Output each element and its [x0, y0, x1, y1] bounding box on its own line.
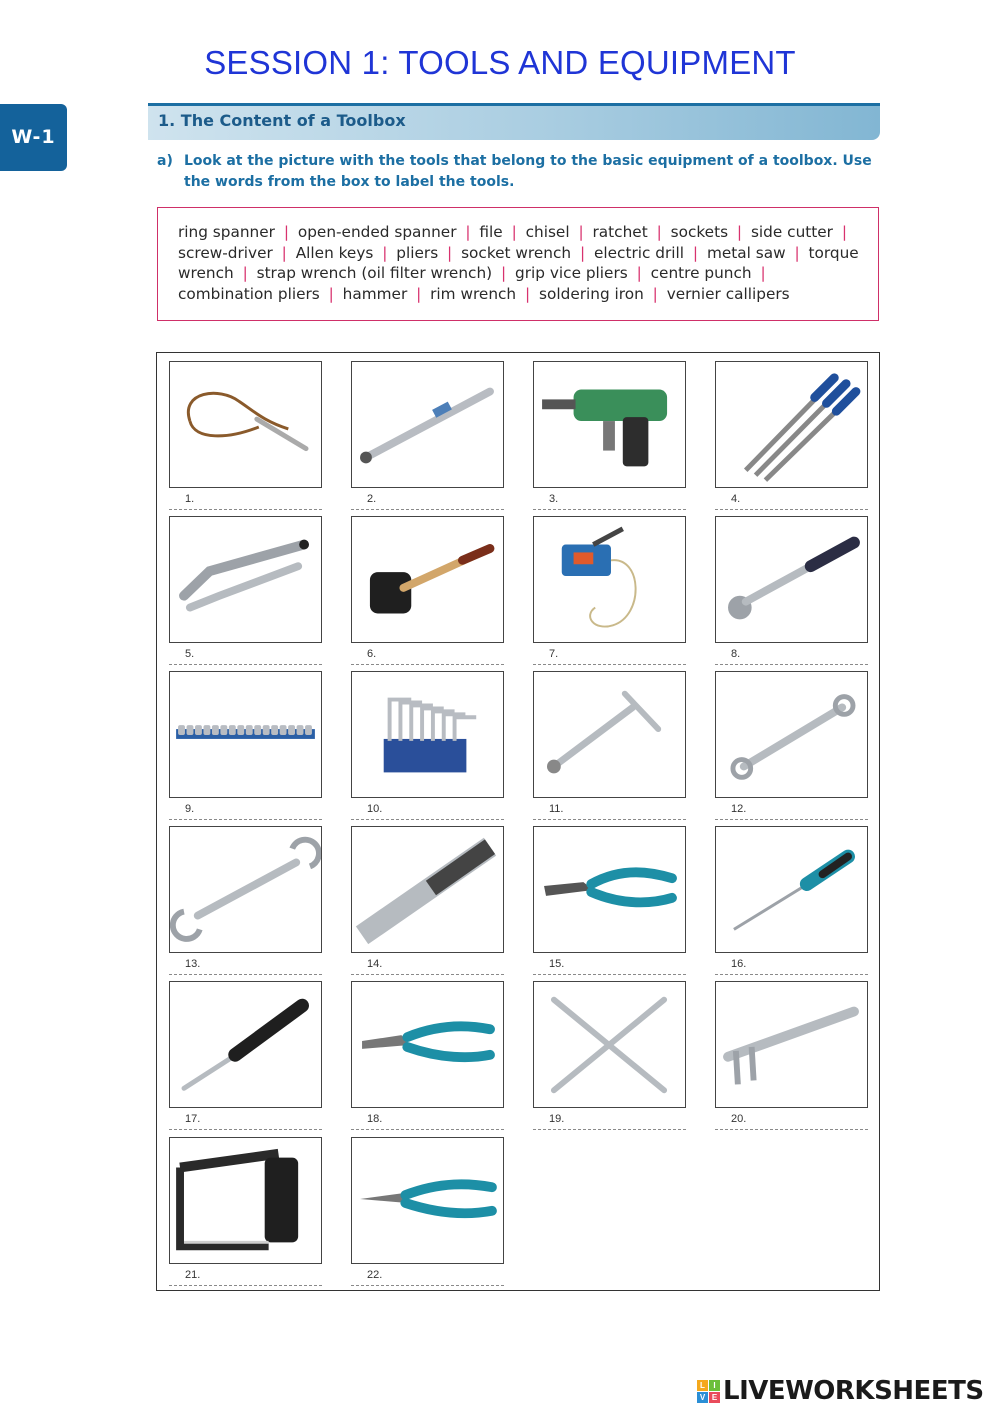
- tool-item: [533, 671, 686, 820]
- tool-item: [169, 826, 322, 975]
- tool-item: [533, 516, 686, 665]
- answer-line[interactable]: [533, 1111, 686, 1130]
- tool-item: [351, 981, 504, 1130]
- logo-letter: I: [709, 1380, 720, 1391]
- word-bank-item: socket wrench: [461, 243, 572, 262]
- answer-line[interactable]: [533, 491, 686, 510]
- section-title: 1. The Content of a Toolbox: [158, 111, 406, 130]
- answer-line[interactable]: [169, 1111, 322, 1130]
- word-bank-item: file: [479, 223, 503, 241]
- electric-drill-icon: [534, 362, 685, 487]
- item-number: 12.: [731, 803, 747, 815]
- tool-item: [169, 361, 322, 510]
- tool-picture: [715, 361, 868, 488]
- socket-wrench-icon: [534, 672, 685, 797]
- item-number: 15.: [549, 958, 565, 970]
- item-number: 17.: [185, 1113, 201, 1125]
- word-bank-item: rim wrench: [430, 284, 517, 303]
- tool-picture: [169, 1137, 322, 1264]
- word-separator: |: [760, 264, 766, 282]
- metal-saw-icon: [170, 1138, 321, 1263]
- tool-picture: [351, 981, 504, 1108]
- word-bank-item: screw-driver: [178, 243, 273, 262]
- word-bank-item: ratchet: [592, 223, 648, 241]
- item-number: 1.: [185, 493, 195, 505]
- tool-picture: [533, 361, 686, 488]
- item-number: 16.: [731, 958, 747, 970]
- rim-wrench-icon: [534, 982, 685, 1107]
- tool-item: [351, 826, 504, 975]
- instruction: [157, 151, 887, 193]
- word-separator: |: [501, 264, 507, 282]
- item-number: 2.: [367, 493, 377, 505]
- tool-picture: [351, 671, 504, 798]
- tool-picture: [715, 671, 868, 798]
- combination-pliers-icon: [352, 982, 503, 1107]
- word-separator: |: [652, 284, 658, 303]
- tool-item: [169, 516, 322, 665]
- chisel-icon: [352, 827, 503, 952]
- word-separator: |: [447, 243, 453, 262]
- item-number: 11.: [549, 803, 564, 815]
- answer-line[interactable]: [351, 491, 504, 510]
- item-number: 9.: [185, 803, 195, 815]
- item-number: 22.: [367, 1269, 383, 1281]
- tool-item: [169, 671, 322, 820]
- answer-line[interactable]: [351, 646, 504, 665]
- word-list: [178, 222, 868, 304]
- answer-line[interactable]: [169, 1267, 322, 1286]
- tool-picture: [351, 361, 504, 488]
- centre-punch-icon: [170, 982, 321, 1107]
- section-header: [148, 103, 880, 140]
- instruction-label: a): [157, 153, 173, 169]
- liveworksheets-logo: [697, 1376, 997, 1408]
- tool-item: [351, 361, 504, 510]
- tool-picture: [169, 516, 322, 643]
- ratchet-icon: [716, 517, 867, 642]
- tool-item: [169, 1137, 322, 1286]
- tool-item: [715, 826, 868, 975]
- word-separator: |: [283, 223, 289, 241]
- answer-line[interactable]: [351, 801, 504, 820]
- answer-line[interactable]: [351, 1111, 504, 1130]
- item-number: 4.: [731, 493, 741, 505]
- tool-item: [533, 981, 686, 1130]
- item-number: 21.: [185, 1269, 201, 1281]
- grip-vice-pliers-icon: [170, 517, 321, 642]
- word-bank-item: Allen keys: [295, 243, 374, 262]
- tool-picture: [715, 981, 868, 1108]
- strap-wrench-icon: [170, 362, 321, 487]
- word-bank-item: hammer: [342, 284, 408, 303]
- screwdriver-icon: [716, 827, 867, 952]
- word-separator: |: [656, 223, 662, 241]
- tool-picture: [533, 671, 686, 798]
- word-separator: |: [579, 243, 586, 262]
- tool-picture: [169, 361, 322, 488]
- item-number: 13.: [185, 958, 201, 970]
- word-bank-item: soldering iron: [539, 284, 644, 303]
- word-separator: |: [525, 284, 531, 303]
- item-number: 18.: [367, 1113, 383, 1125]
- tool-picture: [351, 826, 504, 953]
- word-bank-item: pliers: [396, 243, 439, 262]
- logo-text: LIVEWORKSHEETS: [723, 1376, 984, 1406]
- tool-picture: [169, 671, 322, 798]
- word-bank-item: metal saw: [706, 243, 786, 262]
- allen-keys-icon: [352, 672, 503, 797]
- worksheet-tab: W-1: [0, 104, 67, 171]
- answer-line[interactable]: [715, 956, 868, 975]
- tool-picture: [715, 826, 868, 953]
- tool-picture: [533, 516, 686, 643]
- word-separator: |: [511, 223, 517, 241]
- page-title: SESSION 1: TOOLS AND EQUIPMENT: [204, 44, 796, 81]
- word-separator: |: [465, 223, 471, 241]
- word-bank-item: chisel: [525, 223, 570, 241]
- tool-item: [351, 1137, 504, 1286]
- item-number: 8.: [731, 648, 741, 660]
- word-bank-item: torque wrench: [178, 243, 859, 282]
- word-separator: |: [242, 264, 248, 282]
- side-cutter-icon: [534, 827, 685, 952]
- tool-picture: [715, 516, 868, 643]
- logo-letter: L: [697, 1380, 708, 1391]
- item-number: 10.: [367, 803, 383, 815]
- soldering-iron-icon: [534, 517, 685, 642]
- files-icon: [716, 362, 867, 487]
- tool-picture: [351, 516, 504, 643]
- word-bank-item: ring spanner: [178, 223, 275, 241]
- logo-mark-icon: [697, 1380, 721, 1404]
- logo-letter: V: [697, 1392, 708, 1403]
- open-ended-spanner-icon: [170, 827, 321, 952]
- word-separator: |: [794, 243, 800, 262]
- tool-item: [715, 516, 868, 665]
- ring-spanner-icon: [716, 672, 867, 797]
- tool-item: [533, 361, 686, 510]
- word-separator: |: [841, 223, 847, 241]
- tool-item: [715, 981, 868, 1130]
- answer-line[interactable]: [715, 801, 868, 820]
- word-box: [157, 207, 879, 321]
- word-separator: |: [416, 284, 422, 303]
- tool-picture: [351, 1137, 504, 1264]
- item-number: 3.: [549, 493, 559, 505]
- item-number: 20.: [731, 1113, 747, 1125]
- word-bank-item: combination pliers: [178, 284, 320, 303]
- answer-line[interactable]: [169, 491, 322, 510]
- answer-line[interactable]: [169, 801, 322, 820]
- item-number: 5.: [185, 648, 195, 660]
- answer-line[interactable]: [715, 1111, 868, 1130]
- torque-wrench-icon: [352, 362, 503, 487]
- answer-line[interactable]: [715, 646, 868, 665]
- sockets-icon: [170, 672, 321, 797]
- answer-line[interactable]: [351, 1267, 504, 1286]
- word-bank-item: open-ended spanner: [297, 223, 457, 241]
- word-bank-item: grip vice pliers: [515, 264, 628, 282]
- word-bank-item: strap wrench (oil filter wrench): [256, 264, 493, 282]
- answer-line[interactable]: [533, 801, 686, 820]
- word-bank-item: electric drill: [593, 243, 685, 262]
- word-separator: |: [382, 243, 388, 262]
- word-separator: |: [636, 264, 642, 282]
- tool-picture: [169, 981, 322, 1108]
- word-separator: |: [578, 223, 584, 241]
- answer-line[interactable]: [533, 956, 686, 975]
- tool-item: [715, 361, 868, 510]
- answer-line[interactable]: [169, 956, 322, 975]
- item-number: 19.: [549, 1113, 565, 1125]
- word-bank-item: vernier callipers: [666, 284, 790, 303]
- answer-line[interactable]: [715, 491, 868, 510]
- word-separator: |: [692, 243, 699, 262]
- item-number: 14.: [367, 958, 383, 970]
- tool-picture: [533, 826, 686, 953]
- answer-line[interactable]: [533, 646, 686, 665]
- hammer-icon: [352, 517, 503, 642]
- word-bank-item: side cutter: [750, 223, 833, 241]
- item-number: 7.: [549, 648, 559, 660]
- tool-item: [715, 671, 868, 820]
- tool-item: [169, 981, 322, 1130]
- word-separator: |: [736, 223, 743, 241]
- tool-picture: [533, 981, 686, 1108]
- logo-letter: E: [709, 1392, 720, 1403]
- word-separator: |: [328, 284, 334, 303]
- answer-line[interactable]: [169, 646, 322, 665]
- tool-picture: [169, 826, 322, 953]
- instruction-text: Look at the picture with the tools that belong to the basic equipment of a toolbox. Use the words from the box to label the tools.: [184, 153, 872, 190]
- tool-item: [351, 671, 504, 820]
- word-separator: |: [281, 243, 287, 262]
- tool-item: [533, 826, 686, 975]
- item-number: 6.: [367, 648, 377, 660]
- word-bank-item: centre punch: [650, 264, 752, 282]
- vernier-callipers-icon: [716, 982, 867, 1107]
- word-bank-item: sockets: [670, 223, 729, 241]
- pliers-icon: [352, 1138, 503, 1263]
- tool-item: [351, 516, 504, 665]
- answer-line[interactable]: [351, 956, 504, 975]
